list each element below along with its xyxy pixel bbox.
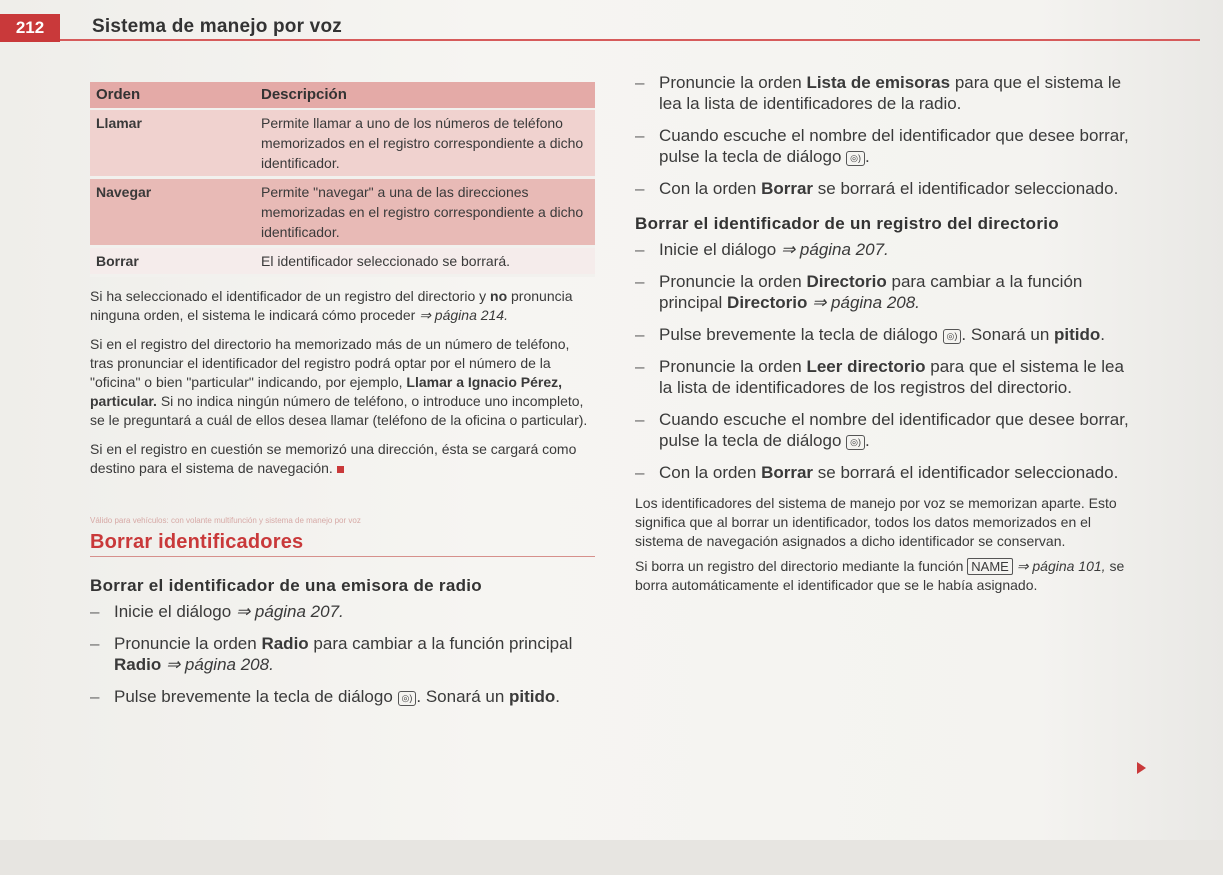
page-reference: ⇒ página 101,	[1016, 558, 1106, 574]
step-list	[90, 601, 595, 707]
text-bold: Directorio	[806, 272, 887, 291]
text: Pulse brevemente la tecla de diálogo	[659, 325, 938, 344]
continue-arrow-icon	[1137, 762, 1146, 774]
paragraph	[90, 440, 595, 478]
table-cell-description: Permite "navegar" a una de las direcciones memorizadas en el registro correspondiente a dicho identificador.	[255, 178, 595, 247]
table-cell-description: Permite llamar a uno de los números de teléfono memorizados en el registro correspondiente a dicho identificador.	[255, 109, 595, 178]
text: . Sonará un	[416, 687, 505, 706]
footer-band	[0, 840, 1223, 875]
text: Pulse brevemente la tecla de diálogo	[114, 687, 393, 706]
page-reference: ⇒ página 208.	[165, 655, 274, 674]
text: para que el sistema le lea la lista de identificadores de la radio.	[659, 73, 1122, 113]
text: Pronuncie la orden	[659, 272, 802, 291]
text-bold: Leer directorio	[806, 357, 926, 376]
list-item	[90, 633, 595, 675]
list-item	[90, 601, 595, 622]
text-bold: Borrar	[761, 179, 814, 198]
paragraph	[90, 335, 595, 430]
section-title: Borrar identificadores	[90, 531, 595, 557]
page-reference: ⇒ página 208.	[812, 293, 920, 312]
paragraph	[635, 557, 1135, 595]
text: para cambiar a la función principal	[313, 634, 573, 653]
text: Cuando escuche el nombre del identificador que desee borrar, pulse la tecla de diálogo	[659, 126, 1129, 166]
page-reference: ⇒ página 207.	[235, 602, 344, 621]
list-item	[635, 462, 1135, 483]
text: Pronuncie la orden	[659, 73, 802, 92]
table-cell-command: Navegar	[90, 178, 255, 247]
text: pronuncia ninguna orden, el sistema le indicará cómo proceder	[90, 288, 573, 323]
text: se borrará el identificador seleccionado.	[817, 179, 1119, 198]
table-header-cell: Descripción	[255, 82, 595, 109]
validity-note: Válido para vehículos: con volante multifunción y sistema de manejo por voz	[90, 516, 361, 525]
list-item	[635, 356, 1135, 398]
dialog-key-icon: ◎)	[846, 435, 865, 450]
text-bold: Lista de emisoras	[806, 73, 951, 92]
list-item	[90, 686, 595, 707]
text-bold: Directorio	[727, 293, 808, 312]
list-item	[635, 178, 1135, 199]
end-mark-icon	[337, 466, 344, 473]
list-item	[635, 72, 1135, 114]
text: Pronuncie la orden	[114, 634, 257, 653]
text: para que el sistema le lea la lista de identificadores de los registros del directorio.	[659, 357, 1124, 397]
paragraph	[90, 287, 595, 325]
table-cell-description: El identificador seleccionado se borrará.	[255, 247, 595, 276]
table-header-cell: Orden	[90, 82, 255, 109]
text: Si en el registro del directorio ha memorizado más de un número de teléfono, tras pronunciar el identificador del registro podrá optar por el número de la "oficina" o bien "particular" indicando, por ejemplo,	[90, 336, 570, 390]
dialog-key-icon: ◎)	[846, 151, 865, 166]
text-bold: pitido	[509, 687, 556, 706]
text: .	[555, 687, 561, 706]
commands-table	[90, 82, 595, 277]
text: .	[1100, 325, 1106, 344]
text: Inicie el diálogo	[659, 240, 777, 259]
text: Si borra un registro del directorio mediante la función	[635, 558, 964, 574]
table-cell-command: Llamar	[90, 109, 255, 178]
text: . Sonará un	[961, 325, 1050, 344]
table-header-row	[90, 82, 595, 109]
text-bold: Radio	[114, 655, 162, 674]
list-item	[635, 239, 1135, 260]
text: Si ha seleccionado el identificador de un registro del directorio y	[90, 288, 487, 304]
text-bold: Borrar	[761, 463, 814, 482]
subheading: Borrar el identificador de una emisora de radio	[90, 576, 482, 595]
text: Pronuncie la orden	[659, 357, 802, 376]
table-row	[90, 178, 595, 247]
page-number: 212	[0, 14, 60, 42]
page-header-title: Sistema de manejo por voz	[92, 16, 342, 37]
step-list	[635, 72, 1135, 199]
text-bold: no	[490, 288, 508, 304]
list-item	[635, 125, 1135, 167]
text-bold: Llamar a Ignacio Pérez, particular.	[90, 374, 563, 409]
list-item	[635, 409, 1135, 451]
table-row	[90, 109, 595, 178]
name-key-icon: NAME	[967, 558, 1013, 575]
table-row	[90, 247, 595, 276]
right-column	[635, 72, 1135, 595]
text: .	[865, 431, 870, 450]
subheading: Borrar el identificador de un registro del directorio	[635, 214, 1059, 233]
step-list	[635, 239, 1135, 483]
paragraph	[635, 494, 1135, 551]
table-cell-command: Borrar	[90, 247, 255, 276]
page-reference: ⇒ página 214.	[419, 307, 508, 323]
text: Si no indica ningún número de teléfono, o introduce uno incompleto, se le preguntará a cuál de ellos desea llamar (teléfono de la oficina o particular).	[90, 393, 588, 428]
list-item	[635, 324, 1135, 345]
header-divider	[60, 39, 1200, 41]
left-column	[90, 82, 595, 718]
text: Con la orden	[659, 179, 757, 198]
text: Cuando escuche el nombre del identificador que desee borrar, pulse la tecla de diálogo	[659, 410, 1129, 450]
text-bold: pitido	[1054, 325, 1101, 344]
text-bold: Radio	[261, 634, 309, 653]
text: para cambiar a la función principal	[659, 272, 1083, 312]
text: Si en el registro en cuestión se memorizó una dirección, ésta se cargará como destino para el sistema de navegación.	[90, 441, 577, 476]
list-item	[635, 271, 1135, 313]
text: Inicie el diálogo	[114, 602, 232, 621]
page-reference: ⇒ página 207.	[780, 240, 889, 259]
dialog-key-icon: ◎)	[943, 329, 962, 344]
text: Con la orden	[659, 463, 757, 482]
text: Los identificadores del sistema de manejo por voz se memorizan aparte. Esto significa que al borrar un identificador, todos los datos memorizados en el sistema de navegación asignados a dicho identificador se conservan.	[635, 495, 1117, 549]
text: se borrará el identificador seleccionado.	[817, 463, 1119, 482]
text: .	[865, 147, 870, 166]
dialog-key-icon: ◎)	[398, 691, 417, 706]
text: se borra automáticamente el identificador que se le había asignado.	[635, 558, 1125, 593]
